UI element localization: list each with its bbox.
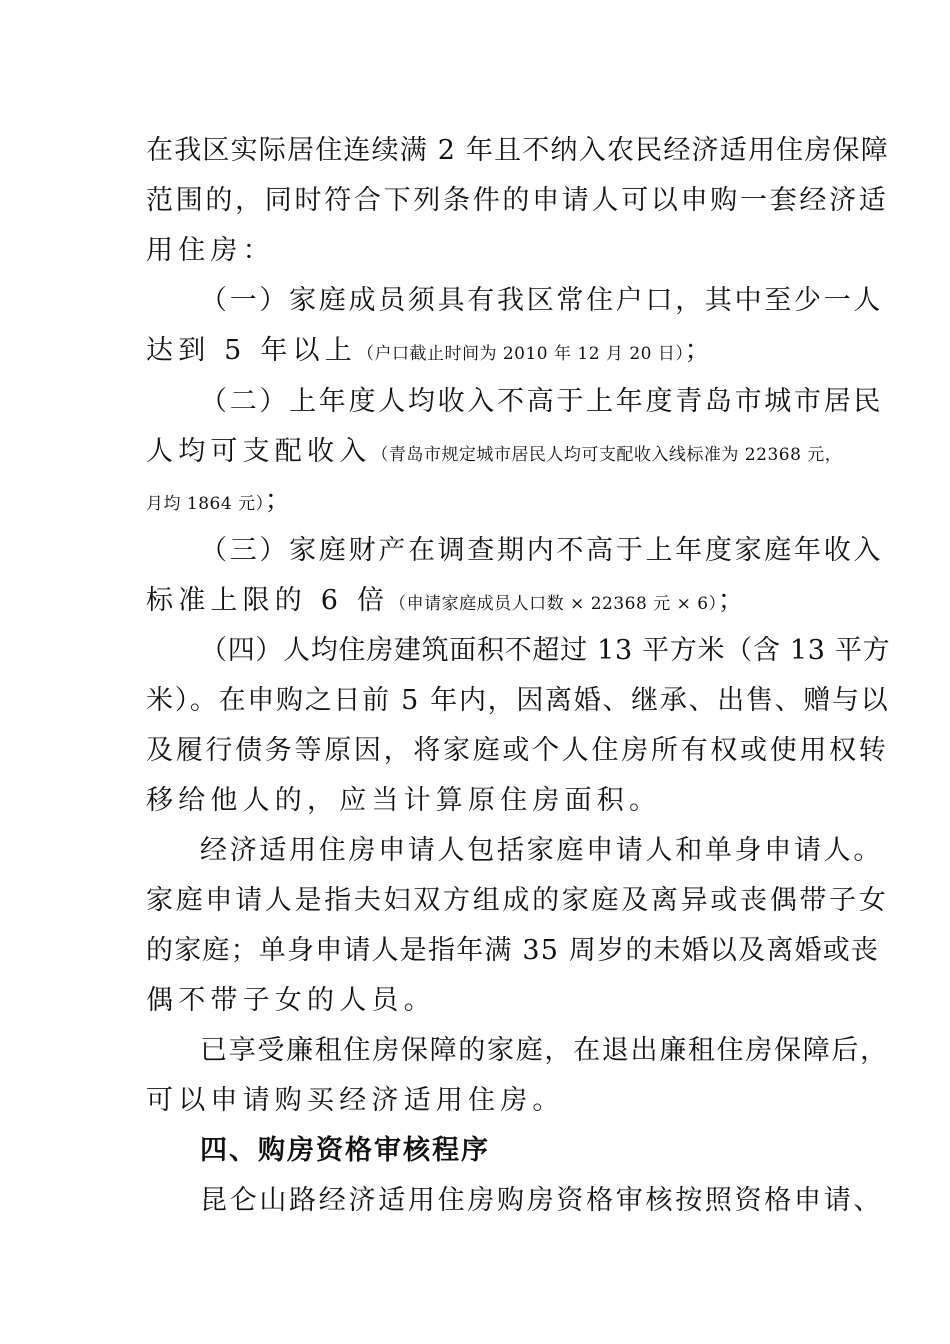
line-text: 人均可支配收入	[146, 436, 372, 467]
line-text: 经济适用住房申请人包括家庭申请人和单身申请人。	[200, 835, 884, 866]
line-text: （二）上年度人均收入不高于上年度青岛市城市居民	[200, 386, 884, 417]
line-text: 的家庭；单身申请人是指年满 35 周岁的未婚以及离婚或丧	[146, 935, 880, 966]
line-punctuation: ；	[684, 335, 717, 366]
line-text: 家庭申请人是指夫妇双方组成的家庭及离异或丧偶带子女	[146, 885, 889, 916]
condition-2-line	[200, 382, 883, 422]
line-text: 昆仑山路经济适用住房购房资格审核按照资格申请、	[200, 1185, 884, 1216]
condition-4-line	[200, 631, 890, 671]
line-note: 月均 1864 元）	[146, 494, 265, 514]
line-text: 及履行债务等原因，将家庭或个人住房所有权或使用权转	[146, 735, 889, 766]
condition-3-line	[146, 581, 750, 624]
line-note: （青岛市规定城市居民人均可支配收入线标准为 22368 元，	[371, 445, 843, 465]
line-note: （申请家庭成员人口数 × 22368 元 × 6）	[389, 594, 718, 614]
line-text: 偶不带子女的人员。	[146, 985, 436, 1016]
line-text: 在我区实际居住连续满 2 年且不纳入农民经济适用住房保障	[146, 135, 889, 166]
heading-text: 四、购房资格审核程序	[200, 1135, 490, 1166]
line-text: 已享受廉租住房保障的家庭，在退出廉租住房保障后，	[200, 1035, 889, 1066]
line-punctuation: ；	[264, 485, 297, 516]
condition-2-line	[146, 432, 842, 475]
line-text: 移给他人的，应当计算原住房面积。	[146, 785, 662, 816]
line-text: 标准上限的 6 倍	[146, 585, 390, 616]
line-text: （三）家庭财产在调查期内不高于上年度家庭年收入	[200, 535, 884, 566]
paragraph-line	[146, 981, 436, 1021]
line-punctuation: ；	[717, 585, 750, 616]
line-text: 达到 5 年以上	[146, 335, 357, 366]
line-text: 米）。在申购之日前 5 年内，因离婚、继承、出售、赠与以	[146, 685, 890, 716]
line-note: （户口截止时间为 2010 年 12 月 20 日）	[356, 344, 685, 364]
condition-2-line	[146, 481, 297, 524]
condition-3-line	[200, 531, 883, 571]
paragraph-line	[146, 881, 889, 921]
paragraph-line	[146, 231, 275, 271]
line-text: （四）人均住房建筑面积不超过 13 平方米（含 13 平方	[200, 635, 891, 666]
paragraph-line	[146, 131, 889, 171]
line-text: （一）家庭成员须具有我区常住户口，其中至少一人	[200, 285, 884, 316]
paragraph-line	[146, 931, 879, 971]
condition-1-line	[200, 281, 883, 321]
condition-1-line	[146, 331, 717, 374]
section-heading	[200, 1131, 490, 1171]
paragraph-line	[200, 1181, 883, 1221]
paragraph-line	[200, 831, 883, 871]
paragraph-line	[200, 1031, 889, 1071]
line-text: 范围的，同时符合下列条件的申请人可以申购一套经济适	[146, 185, 889, 216]
line-text: 用住房：	[146, 235, 275, 266]
paragraph-line	[146, 181, 889, 221]
line-text: 可以申请购买经济适用住房。	[146, 1085, 565, 1116]
condition-4-line	[146, 781, 661, 821]
condition-4-line	[146, 681, 889, 721]
paragraph-line	[146, 1081, 565, 1121]
condition-4-line	[146, 731, 889, 771]
